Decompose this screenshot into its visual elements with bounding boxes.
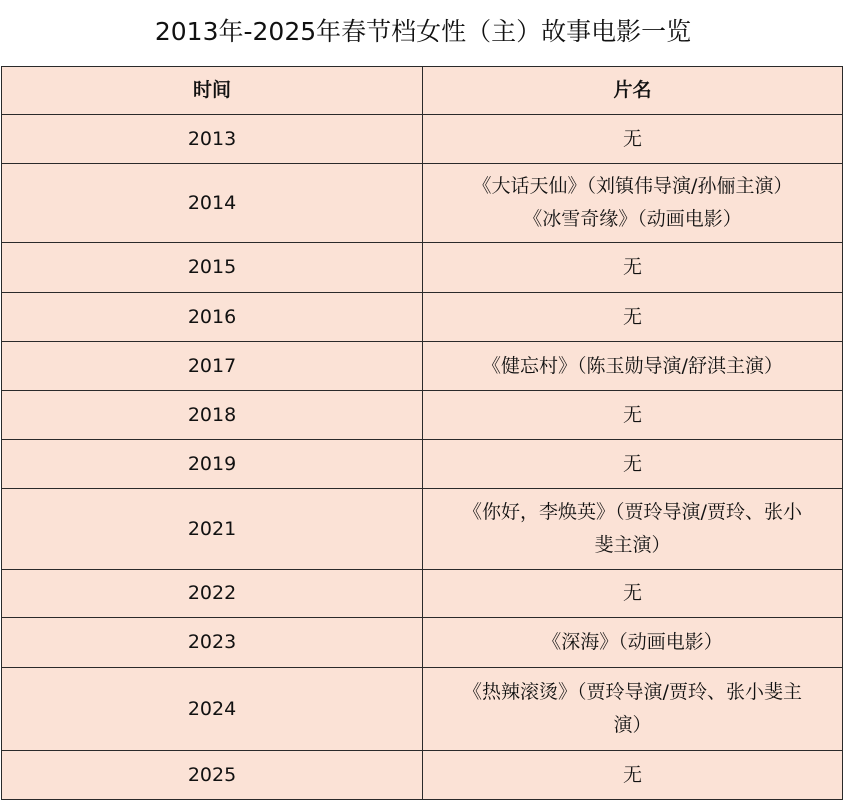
table-row [2,391,843,440]
table-row [2,440,843,489]
year-cell: 2022 [2,570,423,618]
year-cell: 2015 [2,243,423,293]
film-title-line: 《健忘村》（陈玉勋导演/舒淇主演） [482,354,783,377]
column-header-time: 时间 [2,67,423,115]
film-cell [423,618,843,668]
year-cell: 2017 [2,342,423,391]
table-row [2,668,843,751]
year-cell: 2014 [2,164,423,243]
film-title-line: 演） [613,714,652,736]
film-cell [423,668,843,751]
table-row [2,293,843,342]
film-cell [423,489,843,570]
film-title-line: 《大话天仙》（刘镇伟导演/孙俪主演） [472,175,793,197]
year-cell: 2025 [2,751,423,800]
film-cell [423,391,843,440]
table-row [2,489,843,570]
table-row [2,115,843,164]
film-cell [423,440,843,489]
film-cell [423,751,843,800]
page-title: 2013年-2025年春节档女性（主）故事电影一览 [154,17,692,46]
table-row [2,243,843,293]
film-title-line: 《深海》（动画电影） [542,631,723,653]
film-title-line: 无 [622,127,642,150]
film-title-line: 无 [622,403,642,426]
year-cell: 2013 [2,115,423,164]
film-cell [423,243,843,293]
year-cell: 2018 [2,391,423,440]
year-cell: 2016 [2,293,423,342]
table-header-row [2,67,843,115]
film-title-line: 斐主演） [594,534,671,556]
film-title-line: 无 [622,582,642,604]
film-cell [423,570,843,618]
column-header-film: 片名 [423,67,843,115]
table-row [2,570,843,618]
year-cell: 2024 [2,668,423,751]
film-title-line: 无 [622,763,642,786]
film-cell [423,293,843,342]
year-cell: 2019 [2,440,423,489]
table-row [2,164,843,243]
film-title-line: 无 [622,305,642,328]
film-title-line: 《冰雪奇缘》（动画电影） [523,208,742,230]
film-title-line: 无 [622,256,642,278]
table-row [2,342,843,391]
table-row [2,618,843,668]
films-table [1,66,843,800]
film-title-line: 《你好，李焕英》（贾玲导演/贾玲、张小 [463,501,802,523]
film-title-line: 无 [622,452,642,475]
film-cell [423,115,843,164]
film-cell [423,342,843,391]
table-row [2,751,843,800]
year-cell: 2021 [2,489,423,570]
film-cell [423,164,843,243]
film-title-line: 《热辣滚烫》（贾玲导演/贾玲、张小斐主 [463,681,802,703]
year-cell: 2023 [2,618,423,668]
